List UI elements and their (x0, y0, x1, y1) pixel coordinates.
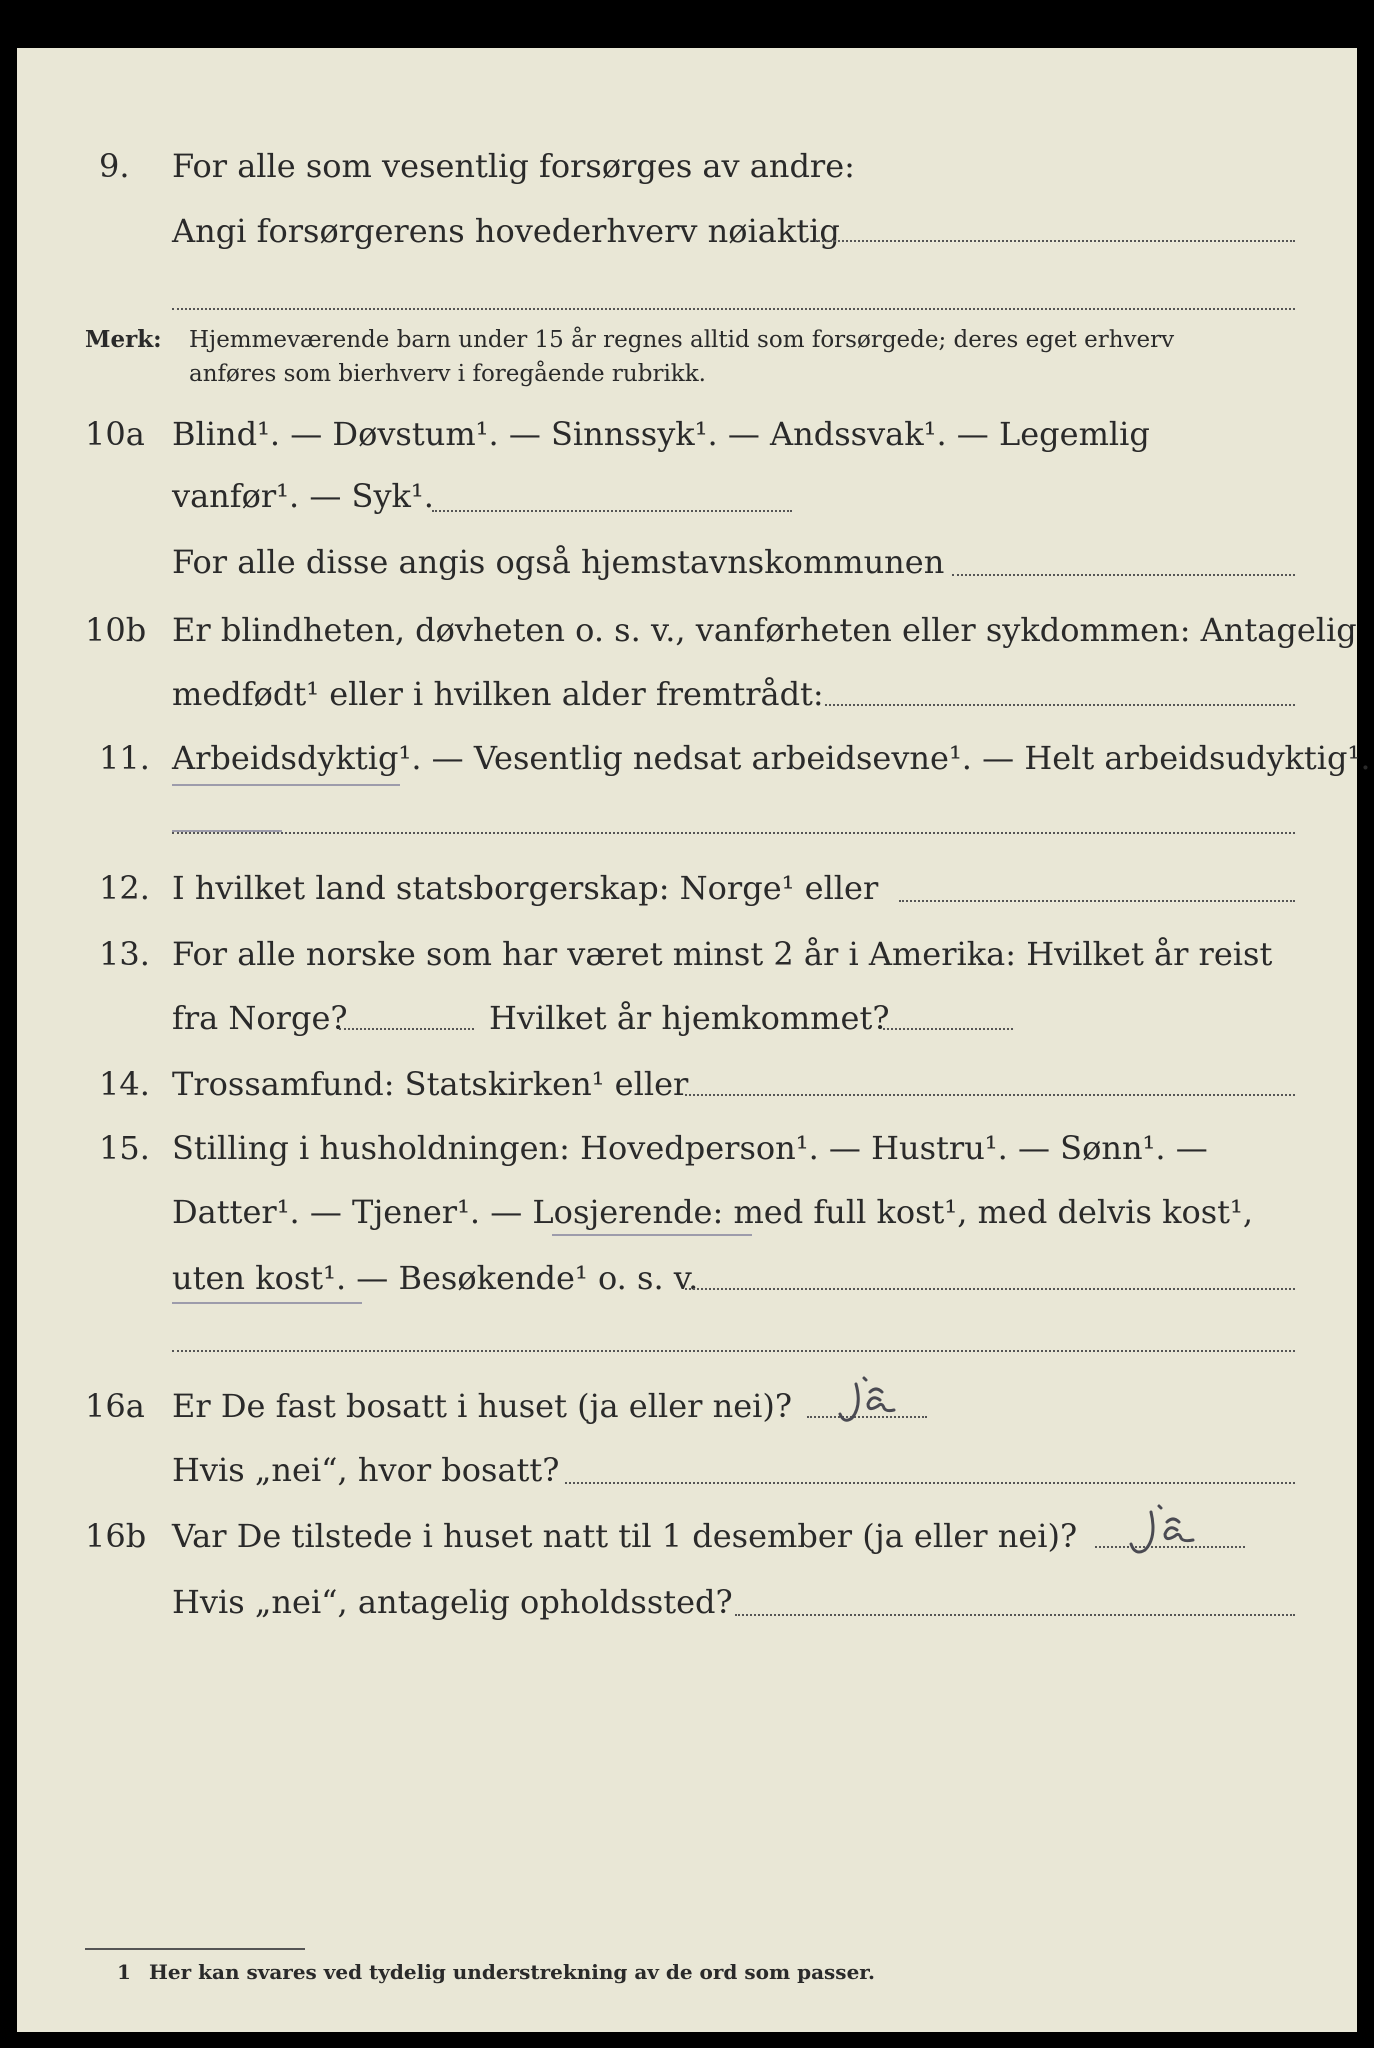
q11-answer-line (172, 832, 1295, 834)
q10a-line2: vanfør¹. — Syk¹. (172, 477, 434, 515)
q11-underline-mark (172, 784, 400, 786)
footnote-rule (85, 1948, 305, 1950)
q12-number: 12. (99, 869, 150, 907)
q15-line2: Datter¹. — Tjener¹. — Losjerende: med full kost¹, med delvis kost¹, (172, 1193, 1254, 1231)
footnote-mark: 1 (117, 1960, 131, 1984)
q9-line1: For alle som vesentlig forsørges av andre: (172, 147, 855, 185)
q14-number: 14. (99, 1065, 150, 1103)
q15-line1: Stilling i husholdningen: Hovedperson¹. — Hustru¹. — Sønn¹. — (172, 1129, 1208, 1167)
q9-answer-line-2 (172, 308, 1295, 310)
q16b-line1: Var De tilstede i huset natt til 1 desember (ja eller nei)? (172, 1517, 1078, 1555)
q10b-line1: Er blindheten, døvheten o. s. v., vanførheten eller sykdommen: Antagelig (172, 611, 1357, 649)
q16a-bosatt-line (565, 1482, 1295, 1484)
q15-losjerende-underline (552, 1234, 752, 1236)
q16a-number: 16a (85, 1387, 145, 1425)
q13-number: 13. (99, 935, 150, 973)
q10b-answer-line (825, 704, 1295, 706)
q13-line1: For alle norske som har været minst 2 år i Amerika: Hvilket år reist (172, 935, 1273, 973)
q13-line2b: Hvilket år hjemkommet? (489, 999, 890, 1037)
q16b-opholdssted-line (735, 1614, 1295, 1616)
q11-line1: Arbeidsdyktig¹. — Vesentlig nedsat arbeidsevne¹. — Helt arbeidsudyktig¹. (172, 739, 1371, 777)
q13-hjemkommet-line (883, 1028, 1013, 1030)
merk-line1: Hjemmeværende barn under 15 år regnes alltid som forsørgede; deres eget erhverv (189, 327, 1175, 353)
q15-answer-line-2 (172, 1350, 1295, 1352)
q10a-line1: Blind¹. — Døvstum¹. — Sinnssyk¹. — Andssvak¹. — Legemlig (172, 415, 1150, 453)
q11-pencil-mark (172, 830, 282, 832)
q16b-line2: Hvis „nei“, antagelig opholdssted? (172, 1583, 733, 1621)
q9-number: 9. (99, 147, 130, 185)
q16a-handwritten-answer (822, 1370, 922, 1430)
q15-number: 15. (99, 1129, 150, 1167)
q15-answer-line (685, 1288, 1295, 1290)
q11-number: 11. (99, 739, 150, 777)
q15-utenkost-underline (172, 1302, 362, 1304)
q9-line2: Angi forsørgerens hovederhverv nøiaktig (172, 212, 840, 250)
q16a-line2: Hvis „nei“, hvor bosatt? (172, 1451, 560, 1489)
merk-line2: anføres som bierhverv i foregående rubrikk. (189, 361, 706, 387)
q10b-number: 10b (85, 611, 147, 649)
q12-answer-line (899, 900, 1295, 902)
merk-label: Merk: (85, 326, 162, 353)
q10a-kommune-line (952, 574, 1295, 576)
q16b-number: 16b (85, 1517, 147, 1555)
q16a-line1: Er De fast bosatt i huset (ja eller nei)? (172, 1387, 793, 1425)
q9-answer-line (815, 240, 1295, 242)
q12-line1: I hvilket land statsborgerskap: Norge¹ eller (172, 869, 879, 907)
q10b-line2: medfødt¹ eller i hvilken alder fremtrådt: (172, 675, 824, 713)
q13-reist-line (339, 1028, 474, 1030)
footnote-text: Her kan svares ved tydelig understrekning av de ord som passer. (149, 1960, 875, 1984)
q10a-number: 10a (85, 415, 145, 453)
q10a-syk-line (432, 510, 792, 512)
census-form-page (17, 48, 1371, 2032)
q13-line2a: fra Norge? (172, 999, 348, 1037)
q16b-handwritten-answer (1107, 1498, 1217, 1562)
q15-line3: uten kost¹. — Besøkende¹ o. s. v. (172, 1259, 699, 1297)
q10a-line3: For alle disse angis også hjemstavnskommunen (172, 543, 945, 581)
q14-answer-line (685, 1094, 1295, 1096)
q14-line1: Trossamfund: Statskirken¹ eller (172, 1065, 689, 1103)
